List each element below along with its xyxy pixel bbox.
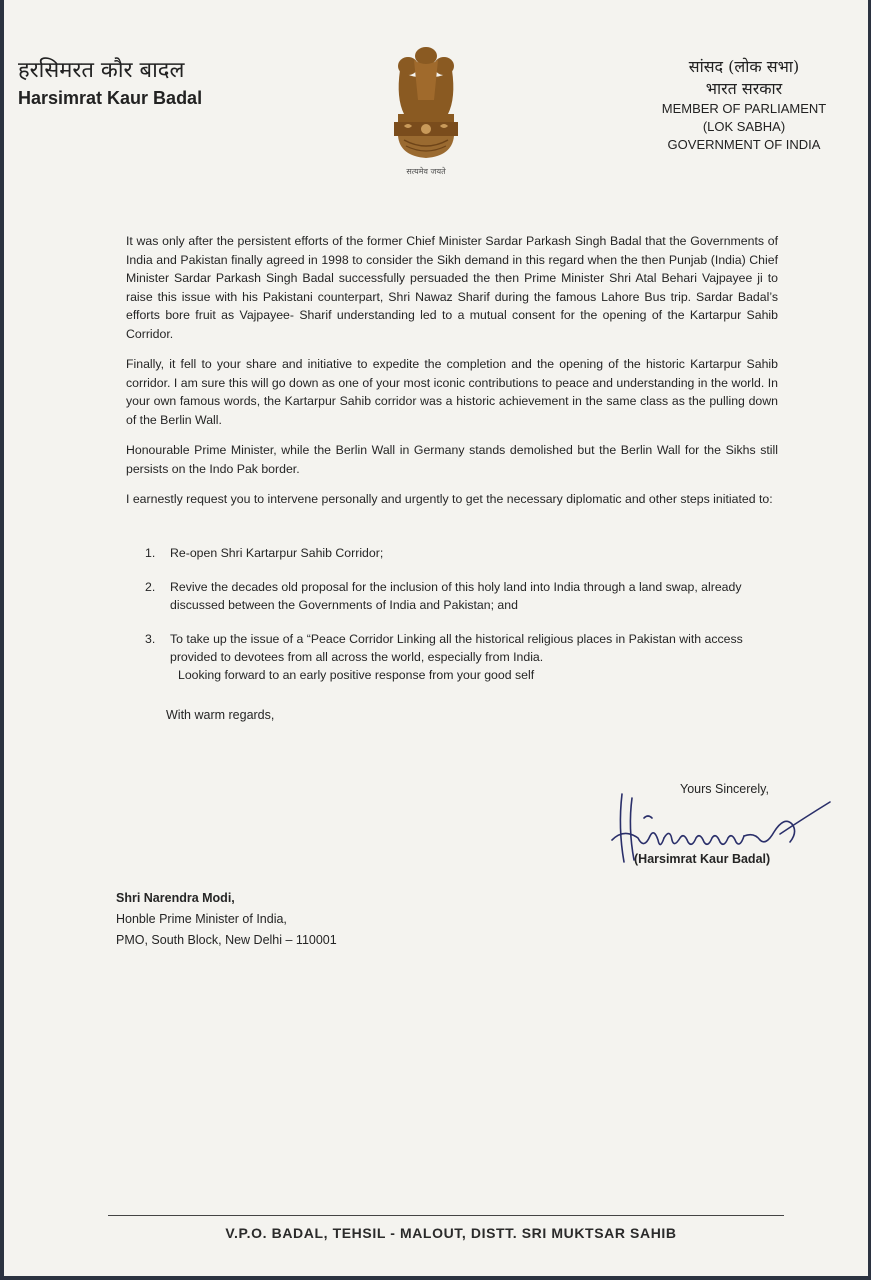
paragraph: Finally, it fell to your share and initiative to expedite the completion and the opening of the historic Kartarpur Sahib corridor. I am sure this will go down as one of your most iconic contributions to peace and understanding in the world. In your own famous words, the Kartarpur Sahib corridor was a historic achievement in the same class as the pulling down of the Berlin Wall. [126,357,778,427]
list-item [145,544,785,562]
sender-name-block [18,58,202,109]
paragraph: I earnestly request you to intervene personally and urgently to get the necessary diplomatic and other steps initiated to: [126,492,773,506]
title-hindi-line-1: सांसद (लोक सभा) [688,57,800,76]
sincerely-line: Yours Sincerely, [680,782,769,796]
addressee-name: Shri Narendra Modi, [116,891,235,905]
letter-page [4,0,868,1276]
title-english-line-2: (LOK SABHA) [702,119,786,134]
list-item [145,578,785,614]
list-item-text: To take up the issue of a “Peace Corridor Linking all the historical religious places in Pakistan with access provided to devotees from all across the world, especially from India. [170,632,743,664]
letter-body [126,232,778,521]
list-item-number: 3. [145,632,156,646]
regards-line: With warm regards, [166,708,275,722]
footer-address: V.P.O. BADAL, TEHSIL - MALOUT, DISTT. SRI MUKTSAR SAHIB [225,1225,677,1241]
request-list [145,544,785,700]
member-title-block [654,56,834,154]
footer-divider [108,1215,784,1216]
lion-capital-icon [378,40,474,164]
list-item-text: Revive the decades old proposal for the inclusion of this holy land into India through a land swap, already discussed between the Governments of India and Pakistan; and [170,580,742,612]
title-english-line-3: GOVERNMENT OF INDIA [667,137,821,152]
sender-name-hindi: हरसिमरत कौर बादल [18,58,185,83]
national-emblem [378,40,474,182]
addressee-block [116,888,337,951]
closing-request-line: Looking forward to an early positive response from your good self [178,668,535,682]
title-hindi-line-2: भारत सरकार [705,79,783,98]
list-item-text: Re-open Shri Kartarpur Sahib Corridor; [170,546,384,560]
list-item [145,630,785,684]
emblem-motto: सत्यमेव जयते [406,167,446,176]
sender-name-english: Harsimrat Kaur Badal [18,88,203,108]
list-item-number: 1. [145,546,156,560]
addressee-designation: Honble Prime Minister of India, [116,912,287,926]
addressee-address: PMO, South Block, New Delhi – 110001 [116,933,337,947]
list-item-number: 2. [145,580,156,594]
title-english-line-1: MEMBER OF PARLIAMENT [661,101,827,116]
signer-name: (Harsimrat Kaur Badal) [634,852,771,866]
paragraph: It was only after the persistent efforts of the former Chief Minister Sardar Parkash Singh Badal that the Governments of India and Pakistan finally agreed in 1998 to consider the Sikh demand in this regard when the then Punjab (India) Chief Minister Sardar Parkash Singh Badal successfully persuaded the then Prime Minister Shri Atal Behari Vajpayee ji to raise this issue with his Pakistani counterpart, Shri Nawaz Sharif during the famous Lahore Bus trip. Sardar Badal’s efforts bore fruit as Vajpayee- Sharif understanding led to a mutual consent for the opening of the Kartarpur Sahib Corridor. [126,234,778,341]
paragraph: Honourable Prime Minister, while the Berlin Wall in Germany stands demolished but the Berlin Wall for the Sikhs still persists on the Indo Pak border. [126,443,778,476]
